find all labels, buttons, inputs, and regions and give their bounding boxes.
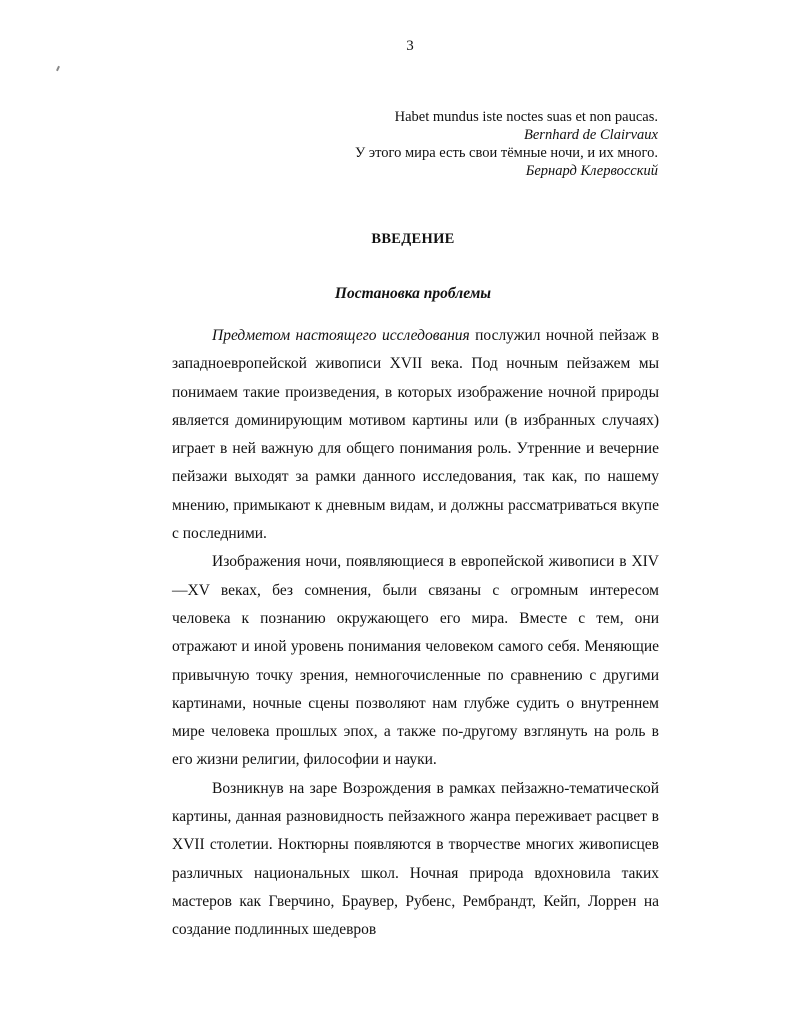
epigraph-latin-author: Bernhard de Clairvaux xyxy=(524,127,658,143)
epigraph xyxy=(355,108,658,180)
section-heading: ВВЕДЕНИЕ xyxy=(371,231,455,247)
page-number: 3 xyxy=(406,38,414,54)
paragraph-3: Возникнув на заре Возрождения в рамках пейзажно-тематической картины, данная разновидность пейзажного жанра переживает расцвет в XVII столетии. Ноктюрны появляются в творчестве многих живописцев различных национальных школ. Ночная природа вдохновила таких мастеров как Гверчино, Браувер, Рубенс, Рембрандт, Кейп, Лоррен на создание подлинных шедевров xyxy=(172,779,659,939)
epigraph-russian-author: Бернард Клервосский xyxy=(525,163,658,179)
section-subheading: Постановка проблемы xyxy=(334,285,492,302)
epigraph-russian-quote: У этого мира есть свои тёмные ночи, и их много. xyxy=(355,145,658,161)
paragraph-1 xyxy=(172,322,659,548)
scan-artifact xyxy=(56,66,60,71)
epigraph-latin-quote: Habet mundus iste noctes suas et non paucas. xyxy=(394,109,658,125)
body-text xyxy=(172,322,659,945)
paragraph-1-text: послужил ночной пейзаж в западноевропейской живописи XVII века. Под ночным пейзажем мы понимаем такие произведения, в которых изображение ночной природы является доминирующим мотивом картины или (в избранных случаях) играет в ней важную для общего понимания роль. Утренние и вечерние пейзажи выходят за рамки данного исследования, так как, по нашему мнению, примыкают к дневным видам, и должны рассматриваться вкупе с последними. xyxy=(172,327,660,543)
paragraph-1-emphasis: Предметом настоящего исследования xyxy=(212,327,470,344)
paragraph-2: Изображения ночи, появляющиеся в европейской живописи в XIV—XV веках, без сомнения, были связаны с огромным интересом человека к познанию окружающего его мира. Вместе с тем, они отражают и иной уровень понимания человеком самого себя. Меняющие привычную точку зрения, немногочисленные по сравнению с другими картинами, ночные сцены позволяют нам глубже судить о внутреннем мире человека прошлых эпох, а также по-другому взглянуть на роль в его жизни религии, философии и науки. xyxy=(172,553,659,769)
